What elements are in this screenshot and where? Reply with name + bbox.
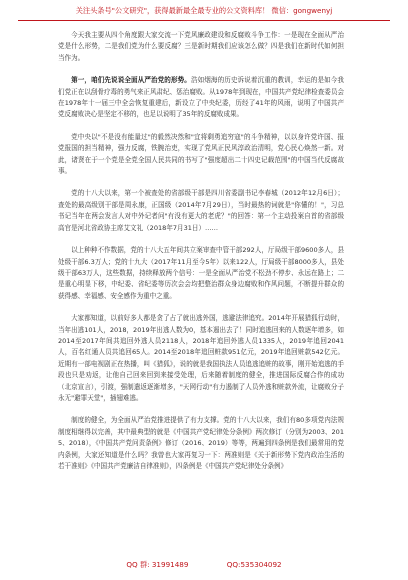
header-divider — [18, 20, 390, 21]
document-body — [58, 30, 344, 550]
footer-contact — [0, 558, 408, 572]
paragraph-6 — [58, 313, 344, 404]
paragraph-text: 浩如烟海的历史诉说着沉重的教训，幸运的是如今我们党正在以刮骨疗毒的勇气来正风肃纪、惩治腐败。从1978年到现在，中国共产党纪律检查委员会在1978年十一届三中全会恢复重建后，新设立了中央纪委，历经了41年的风雨，说明了中国共产党反腐败决心是坚定不移的，也足以说明了35年的反腐败成果。 — [58, 76, 344, 119]
paragraph-1 — [58, 30, 344, 64]
section-heading: 第一，咱们先说说全面从严治党的形势。 — [71, 76, 191, 85]
paragraph-text: 党中央以"不是没有能量过"的毅然决然和"宜将剩勇追穷寇"的斗争精神，以以身许党许国、报党报国的担当精神，强力反腐，铁腕治吏，实现了党风正民风淳政治清明，党心民心焕然一新。对此，诸贤在于一个党是全党全国人民共同的书写了"强度超出二十四史记载范围"的中国当代反腐故事。 — [58, 132, 344, 176]
paragraph-7 — [58, 415, 344, 472]
paragraph-text: 大家都知道，以前好多人都是贪了占了就出逃外国，逃避法律追究。2014年开展猎狐行动时，当年出逃101人，2018，2019年出逃人数为0，基本遏出去了！同时追逃回来的人数逐年增多，如2014至2017年间共追回外逃人员2118人，2018年追回外逃人员1335人，2019年追回2041人，百名红通人员共追回65人。2014至2018年追回赃款951亿元，2019年追回赃款542亿元。近期有一部电视剧正在热播，叫《猎狐》，说的就是我国执法人员追逃追赃的故事，刚开始追逃的手段也只是劝返，让他自己回来回到来接受处理，后来随着制度的健全，推进国际反腐合作的成功（北京宣言），引渡，强制遣返逐渐增多，"天网行动"有力遏制了人员外逃和赃款外流，让腐败分子永无"避罪天堂"，插翅难逃。 — [58, 314, 344, 402]
footer-qq: QQ:535304092 — [226, 560, 282, 569]
footer-qq-group: QQ 群: 31991489 — [126, 560, 189, 569]
paragraph-text: 今天我主要从四个角度跟大家交流一下党风廉政建设和反腐败斗争工作：一是现在全面从严治党是什么形势，二是我们党为什么要反腐？三是新时期我们应该怎么做？四是我们在新时代如何担当作为。 — [58, 31, 344, 62]
header-banner: 关注头条号"公文研究"，获得最新最全最专业的公文资料库！ 微信：gongwenyj — [75, 6, 333, 15]
paragraph-text: 以上种种不作数据，党的十八大五年间共立案审查中管干部292人，厅局级干部9600多人，县处级干部6.3万人；党的十九大（2017年11月至今5年）以来122人，厅局级干部8000多人，县处级干部63万人，这些数据，持续释放两个信号：一是全面从严治党不松劲不停步、永远在路上；二是重心明显下移，中纪委、省纪委等历次会会均把整治群众身边腐败和作风问题，不断提升群众的获得感、幸福感、安全感作为重中之重。 — [58, 246, 344, 300]
paragraph-2 — [58, 75, 344, 121]
paragraph-text: 党的十八大以来，第一个被查处的省部级干部是四川省委副书记李春城（2012年12月6日）；查处的最高级别干部是周永康，正国级（2014年7月29日），当时最热的词就是"你懂的！"，习总书记当年在两会发言人对中外记者问"有没有更大的老虎？"的回答：第一个主动投案自首的省部级高官是河北省政协主席艾文礼（2018年7月31日）…… — [58, 189, 344, 232]
paragraph-5 — [58, 245, 344, 302]
paragraph-4 — [58, 188, 344, 234]
paragraph-3 — [58, 132, 344, 178]
paragraph-text: 制度的健全，为全面从严治党推进提供了有力支撑。党的十八大以来，我们有80多项党内法规制度相继得以完善，其中最典型的就是《中国共产党纪律处分条例》两次修订（分别为2003、2015、2018），《中国共产党问责条例》修订（2016、2019）等等，两遍到四条例是我们最常用的党内条例，大家还知道是什么吗？我曾也大家再复习一下：两准则是《关于新形势下党内政治生活的若干准则》《中国共产党廉洁自律准则》，四条例是《中国共产党纪律处分条例》 — [58, 416, 344, 470]
